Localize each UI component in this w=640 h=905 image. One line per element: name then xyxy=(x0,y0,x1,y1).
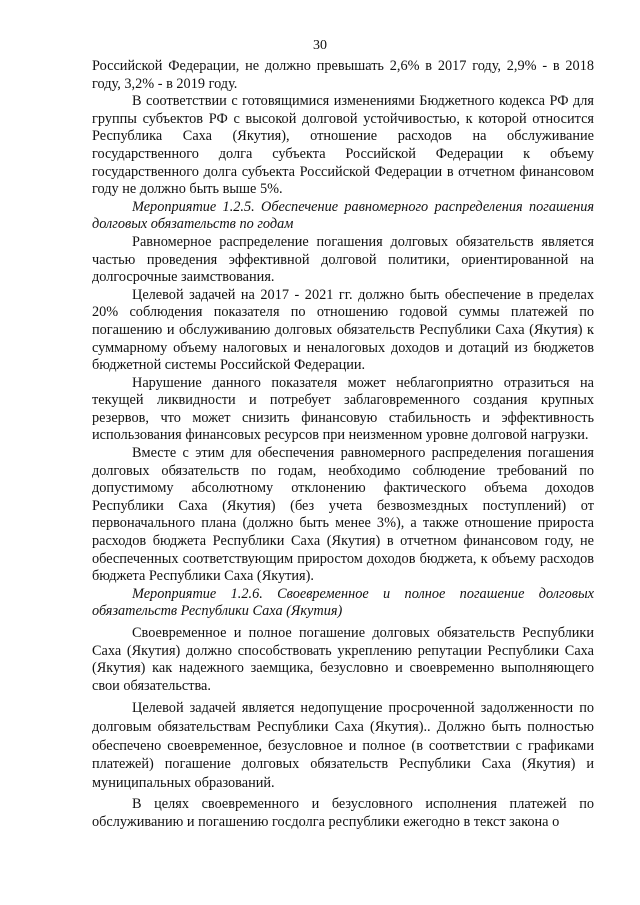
paragraph: Нарушение данного показателя может неблагоприятно отразиться на текущей ликвидности и потребует заблаговременного создания крупных резервов, что может снизить финансовую стабильность и эффективность использования финансовых ресурсов при неизменном уровне долговой нагрузки. xyxy=(92,374,594,444)
paragraph: Целевой задачей на 2017 - 2021 гг. должно быть обеспечение в пределах 20% соблюдения показателя по отношению годовой суммы платежей по погашению и обслуживанию долговых обязательств Республики Саха (Якутия) к суммарному объему налоговых и неналоговых доходов и дотаций из бюджетов бюджетной системы Российской Федерации. xyxy=(92,286,594,374)
measure-heading-1-2-6: Мероприятие 1.2.6. Своевременное и полное погашение долговых обязательств Республики Саха (Якутия) xyxy=(92,585,594,620)
paragraph: Целевой задачей является недопущение просроченной задолженности по долговым обязательствам Республики Саха (Якутия).. Должно быть полностью обеспечено своевременное, безусловное и полное (в соответствии с графиками платежей) погашение долговых обязательств Республики Саха (Якутия) и муниципальных образований. xyxy=(92,700,594,791)
paragraph: В соответствии с готовящимися изменениями Бюджетного кодекса РФ для группы субъектов РФ с высокой долговой устойчивостью, к которой относится Республика Саха (Якутия), отношение расходов на обслуживание государственного долга субъекта Российской Федерации к объему государственного долга субъекта Российской Федерации в отчетном финансовом году не должно быть выше 5%. xyxy=(92,93,594,198)
document-body xyxy=(92,58,594,832)
paragraph-continuation: Российской Федерации, не должно превышать 2,6% в 2017 году, 2,9% - в 2018 году, 3,2% - в 2019 году. xyxy=(92,58,594,92)
paragraph: В целях своевременного и безусловного исполнения платежей по обслуживанию и погашению госдолга республики ежегодно в текст закона о xyxy=(92,796,594,830)
page-number: 30 xyxy=(313,38,327,53)
paragraph: Своевременное и полное погашение долговых обязательств Республики Саха (Якутия) должно способствовать укреплению репутации Республики Саха (Якутия) как надежного заемщика, безусловно и своевременно выполняющего свои обязательства. xyxy=(92,625,594,694)
paragraph: Вместе с этим для обеспечения равномерного распределения погашения долговых обязательств по годам, необходимо соблюдение требований по допустимому абсолютному отклонению фактического объема доходов Республики Саха (Якутия) (без учета безвозмездных поступлений) от первоначального плана (должно быть менее 3%), а также отношение прироста расходов бюджета Республики Саха (Якутия) в отчетном финансовом году, не обеспеченных соответствующим приростом доходов бюджета, к объему расходов бюджета Республики Саха (Якутия). xyxy=(92,445,594,585)
paragraph: Равномерное распределение погашения долговых обязательств является частью проведения эффективной долговой политики, ориентированной на долгосрочные заимствования. xyxy=(92,233,594,286)
measure-heading-1-2-5: Мероприятие 1.2.5. Обеспечение равномерного распределения погашения долговых обязательств по годам xyxy=(92,198,594,233)
